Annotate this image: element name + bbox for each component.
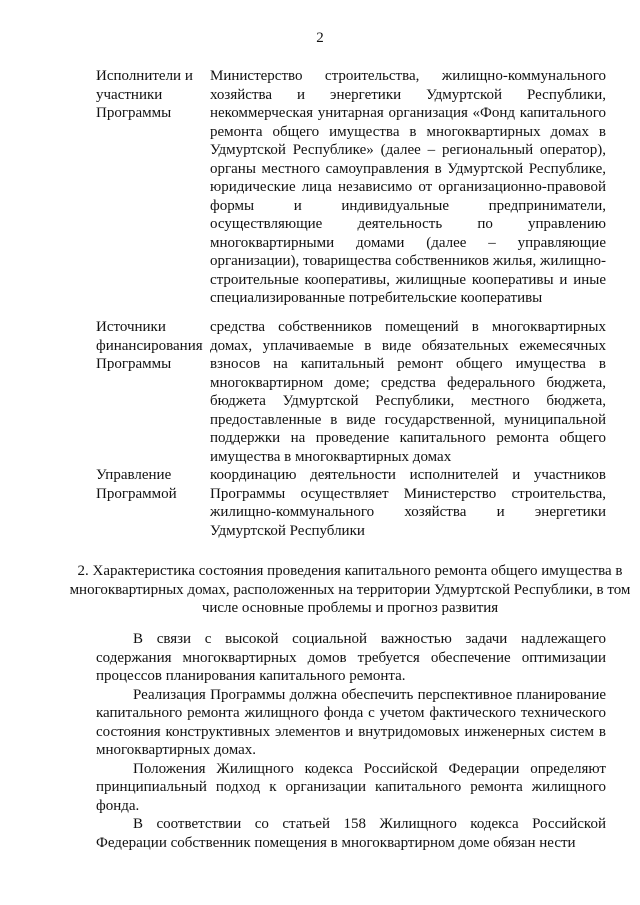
section-body <box>96 630 606 852</box>
body-paragraph: Реализация Программы должна обеспечить перспективное планирование капитального ремонта жилищного фонда с учетом фактического технического состояния конструктивных элементов и внутридомовых инженерных систем в многоквартирных домах. <box>96 686 606 758</box>
passport-row-management <box>96 466 606 540</box>
section-heading: 2. Характеристика состояния проведения капитального ремонта общего имущества в многоквартирных домах, расположенных на территории Удмуртской Республики, в том числе основные проблемы и прогноз развития <box>69 563 631 616</box>
passport-row-executors <box>96 67 606 308</box>
passport-label: Источники финансирования Программы <box>96 319 203 372</box>
passport-value: Министерство строительства, жилищно-коммунального хозяйства и энергетики Удмуртской Республики, некоммерческая унитарная организация «Фонд капитального ремонта общего имущества в многоквартирных домах в Удмуртской Республике» (далее – региональный оператор), органы местного самоуправления в Удмуртской Республике, юридические лица независимо от организационно-правовой формы и индивидуальные предприниматели, осуществляющие деятельность по управлению многоквартирными домами (далее – управляющие организации), товарищества собственников жилья, жилищно-строительные кооперативы, жилищные кооперативы и иные специализированные потребительские кооперативы <box>210 68 606 306</box>
body-paragraph: В связи с высокой социальной важностью задачи надлежащего содержания многоквартирных домов требуется обеспечение оптимизации процессов планирования капитального ремонта. <box>96 631 606 684</box>
passport-value: средства собственников помещений в многоквартирных домах, уплачиваемые в виде обязательных ежемесячных взносов на капитальный ремонт общего имущества в многоквартирном доме; средства федерального бюджета, бюджета Удмуртской Республики, местного бюджета, предоставленные в виде государственной, муниципальной поддержки на проведение капитального ремонта общего имущества в многоквартирных домах <box>210 319 606 465</box>
passport-value: координацию деятельности исполнителей и участников Программы осуществляет Министерство строительства, жилищно-коммунального хозяйства и энергетики Удмуртской Республики <box>210 467 606 539</box>
page-number: 2 <box>316 30 324 46</box>
body-paragraph: В соответствии со статьей 158 Жилищного кодекса Российской Федерации собственник помещения в многоквартирном доме обязан нести <box>96 816 606 851</box>
passport-row-funding <box>96 318 606 466</box>
body-paragraph: Положения Жилищного кодекса Российской Федерации определяют принципиальный подход к организации капитального ремонта жилищного фонда. <box>96 760 606 814</box>
passport-label: Управление Программой <box>96 467 177 502</box>
passport-label: Исполнители и участники Программы <box>96 68 193 121</box>
